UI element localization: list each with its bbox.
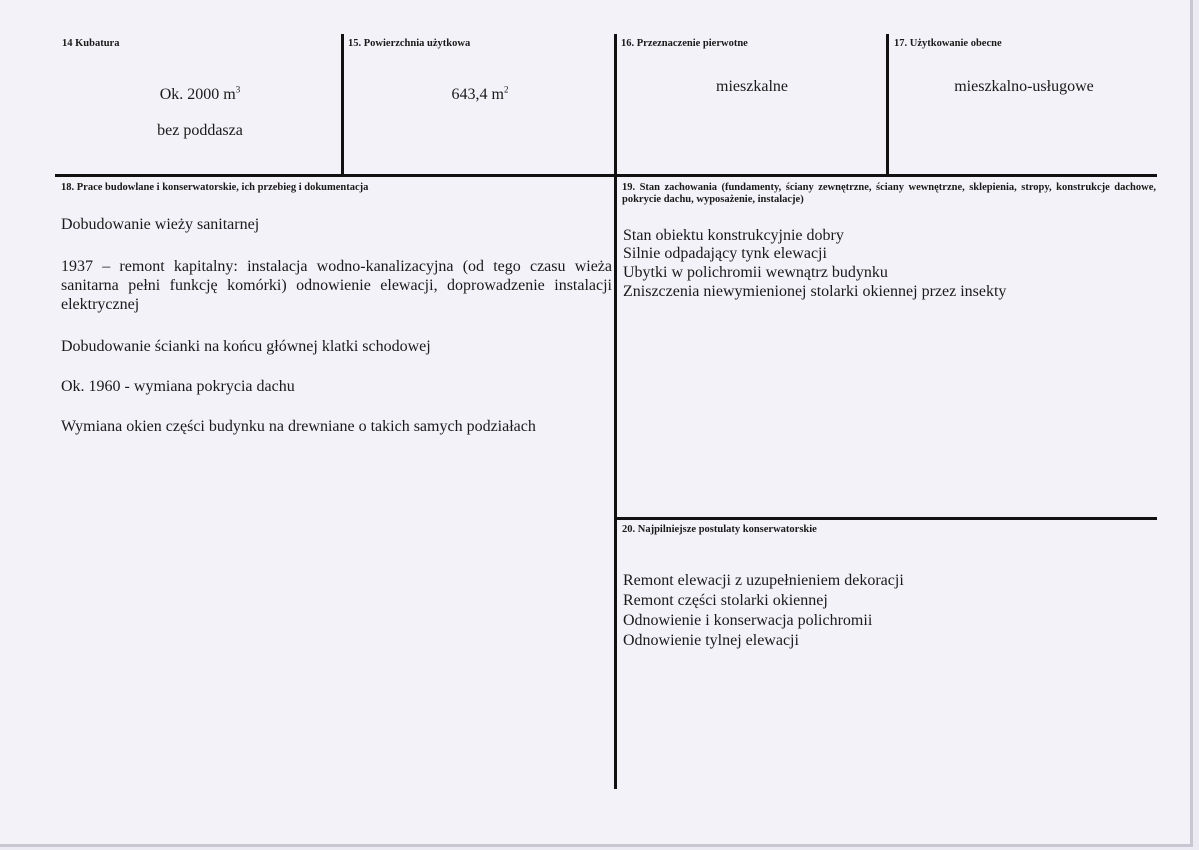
divider-vertical-3 bbox=[886, 34, 889, 176]
divider-horizontal-postulaty bbox=[617, 517, 1157, 520]
prace-item: 1937 – remont kapitalny: instalacja wodno-kanalizacyjna (od tego czasu wieża sanitarna pełni funkcję komórki) odnowienie elewacji, doprowadzenie instalacji elektrycznej bbox=[61, 258, 612, 313]
przeznaczenie-value: mieszkalne bbox=[716, 78, 788, 95]
prace-item: Wymiana okien części budynku na drewniane o takich samych podziałach bbox=[61, 418, 536, 435]
uzytkowanie-value: mieszkalno-usługowe bbox=[954, 78, 1094, 95]
divider-horizontal-top bbox=[55, 174, 1157, 177]
prace-header: 18. Prace budowlane i konserwatorskie, ich przebieg i dokumentacja bbox=[61, 182, 369, 193]
divider-vertical-1 bbox=[341, 34, 344, 176]
powierzchnia-header: 15. Powierzchnia użytkowa bbox=[348, 38, 471, 49]
divider-vertical-2 bbox=[614, 34, 617, 789]
stan-item: Stan obiektu konstrukcyjnie dobry bbox=[623, 227, 844, 244]
postulaty-item: Remont elewacji z uzupełnieniem dekoracji bbox=[623, 572, 904, 589]
postulaty-item: Remont części stolarki okiennej bbox=[623, 592, 828, 609]
stan-item: Zniszczenia niewymienionej stolarki okiennej przez insekty bbox=[623, 283, 1007, 300]
powierzchnia-value-unit-exponent: 2 bbox=[503, 84, 509, 95]
stan-item: Silnie odpadający tynk elewacji bbox=[623, 245, 827, 262]
prace-item: Dobudowanie wieży sanitarnej bbox=[61, 216, 260, 233]
stan-item: Ubytki w polichromii wewnątrz budynku bbox=[623, 264, 888, 281]
kubatura-value-unit-exponent: 3 bbox=[235, 84, 241, 95]
kubatura-note: bez poddasza bbox=[157, 122, 243, 139]
uzytkowanie-header: 17. Użytkowanie obecne bbox=[894, 38, 1002, 49]
postulaty-item: Odnowienie i konserwacja polichromii bbox=[623, 612, 873, 629]
kubatura-header: 14 Kubatura bbox=[62, 38, 120, 49]
postulaty-item: Odnowienie tylnej elewacji bbox=[623, 632, 799, 649]
przeznaczenie-header: 16. Przeznaczenie pierwotne bbox=[621, 38, 748, 49]
powierzchnia-value-text: 643,4 m bbox=[451, 86, 504, 103]
kubatura-value bbox=[100, 85, 300, 104]
postulaty-header: 20. Najpilniejsze postulaty konserwatorskie bbox=[622, 524, 817, 535]
prace-item: Ok. 1960 - wymiana pokrycia dachu bbox=[61, 378, 295, 395]
prace-item: Dobudowanie ścianki na końcu głównej klatki schodowej bbox=[61, 338, 431, 355]
powierzchnia-value bbox=[380, 85, 580, 104]
stan-header: 19. Stan zachowania (fundamenty, ściany zewnętrzne, ściany wewnętrzne, sklepienia, stropy, konstrukcje dachowe, pokrycie dachu, wyposażenie, instalacje) bbox=[622, 182, 1156, 205]
kubatura-value-text: Ok. 2000 m bbox=[159, 86, 236, 103]
